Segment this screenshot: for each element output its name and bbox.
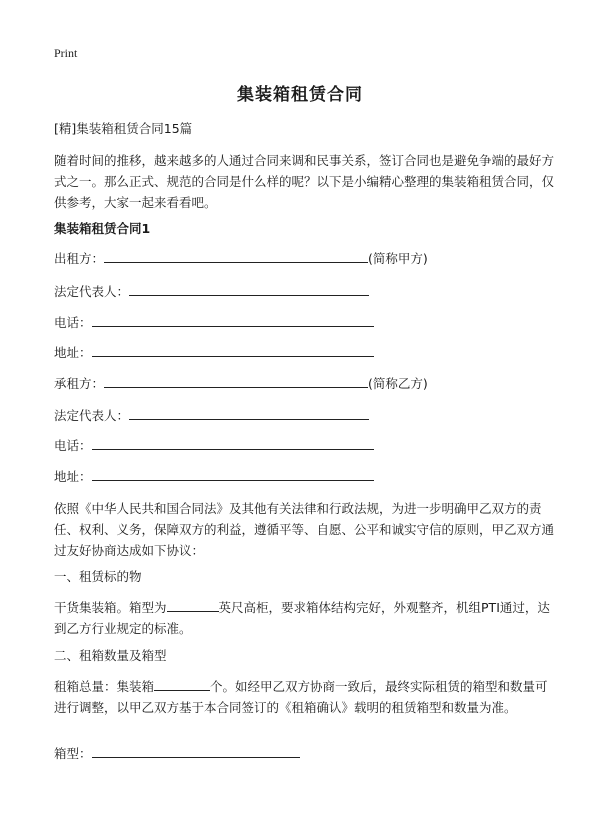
lessee-field (54, 374, 428, 394)
party-b-phone-label: 电话： (54, 438, 92, 453)
party-b-address-blank (92, 467, 374, 481)
party-a-rep-field (54, 282, 369, 302)
section1-text-b: 英尺高柜，要求箱体结构完好，外观整齐，机组PTI通过，达到乙方行业规定的标准。 (54, 600, 550, 636)
party-a-address-field (54, 343, 374, 363)
section1-text-a: 干货集装箱。箱型为 (54, 600, 167, 615)
lessor-label: 出租方： (54, 251, 105, 266)
box-type-field (54, 744, 300, 764)
box-size-blank (167, 598, 219, 612)
print-link[interactable]: Print (54, 46, 78, 60)
section2-title: 二、租箱数量及箱型 (54, 648, 167, 663)
party-b-phone-field (54, 436, 374, 456)
box-quantity-blank (154, 677, 210, 691)
lessee-suffix: (简称乙方) (368, 376, 428, 391)
party-a-rep-label: 法定代表人： (54, 284, 130, 299)
section1-text (54, 597, 554, 639)
lessor-field (54, 249, 428, 269)
party-b-phone-blank (92, 436, 374, 450)
law-paragraph: 依照《中华人民共和国合同法》及其他有关法律和行政法规，为进一步明确甲乙双方的责任、权利、义务，保障双方的利益，遵循平等、自愿、公平和诚实守信的原则，甲乙双方通过友好协商达成如下协议： (54, 501, 555, 558)
section2-text-a: 租箱总量：集装箱 (54, 679, 155, 694)
contract-heading: 集装箱租赁合同1 (54, 221, 151, 236)
party-b-rep-blank (129, 406, 369, 420)
party-b-rep-label: 法定代表人： (54, 408, 130, 423)
section1-title: 一、租赁标的物 (54, 569, 142, 584)
section2-text (54, 676, 554, 718)
section2-text-b: 个。如经甲乙双方协商一致后，最终实际租赁的箱型和数量可进行调整，以甲乙双方基于本合同签订的《租箱确认》载明的租赁箱型和数量为准。 (54, 679, 548, 715)
lessor-suffix: (简称甲方) (368, 251, 428, 266)
party-b-address-label: 地址： (54, 469, 92, 484)
party-a-address-blank (92, 343, 374, 357)
party-a-phone-label: 电话： (54, 315, 92, 330)
lessor-blank (104, 249, 368, 263)
party-a-rep-blank (129, 282, 369, 296)
lessee-blank (104, 374, 368, 388)
party-a-address-label: 地址： (54, 345, 92, 360)
page-title: 集装箱租赁合同 (237, 85, 363, 105)
party-b-address-field (54, 467, 374, 487)
box-type-label: 箱型： (54, 746, 92, 761)
party-a-phone-field (54, 313, 374, 333)
intro-paragraph: 随着时间的推移，越来越多的人通过合同来调和民事关系，签订合同也是避免争端的最好方式之一。那么正式、规范的合同是什么样的呢？以下是小编精心整理的集装箱租赁合同，仅供参考，大家一起来看看吧。 (54, 153, 555, 210)
lessee-label: 承租方： (54, 376, 105, 391)
party-b-rep-field (54, 406, 369, 426)
box-type-blank (92, 744, 300, 758)
document-subtitle: [精]集装箱租赁合同15篇 (54, 121, 193, 136)
party-a-phone-blank (92, 313, 374, 327)
